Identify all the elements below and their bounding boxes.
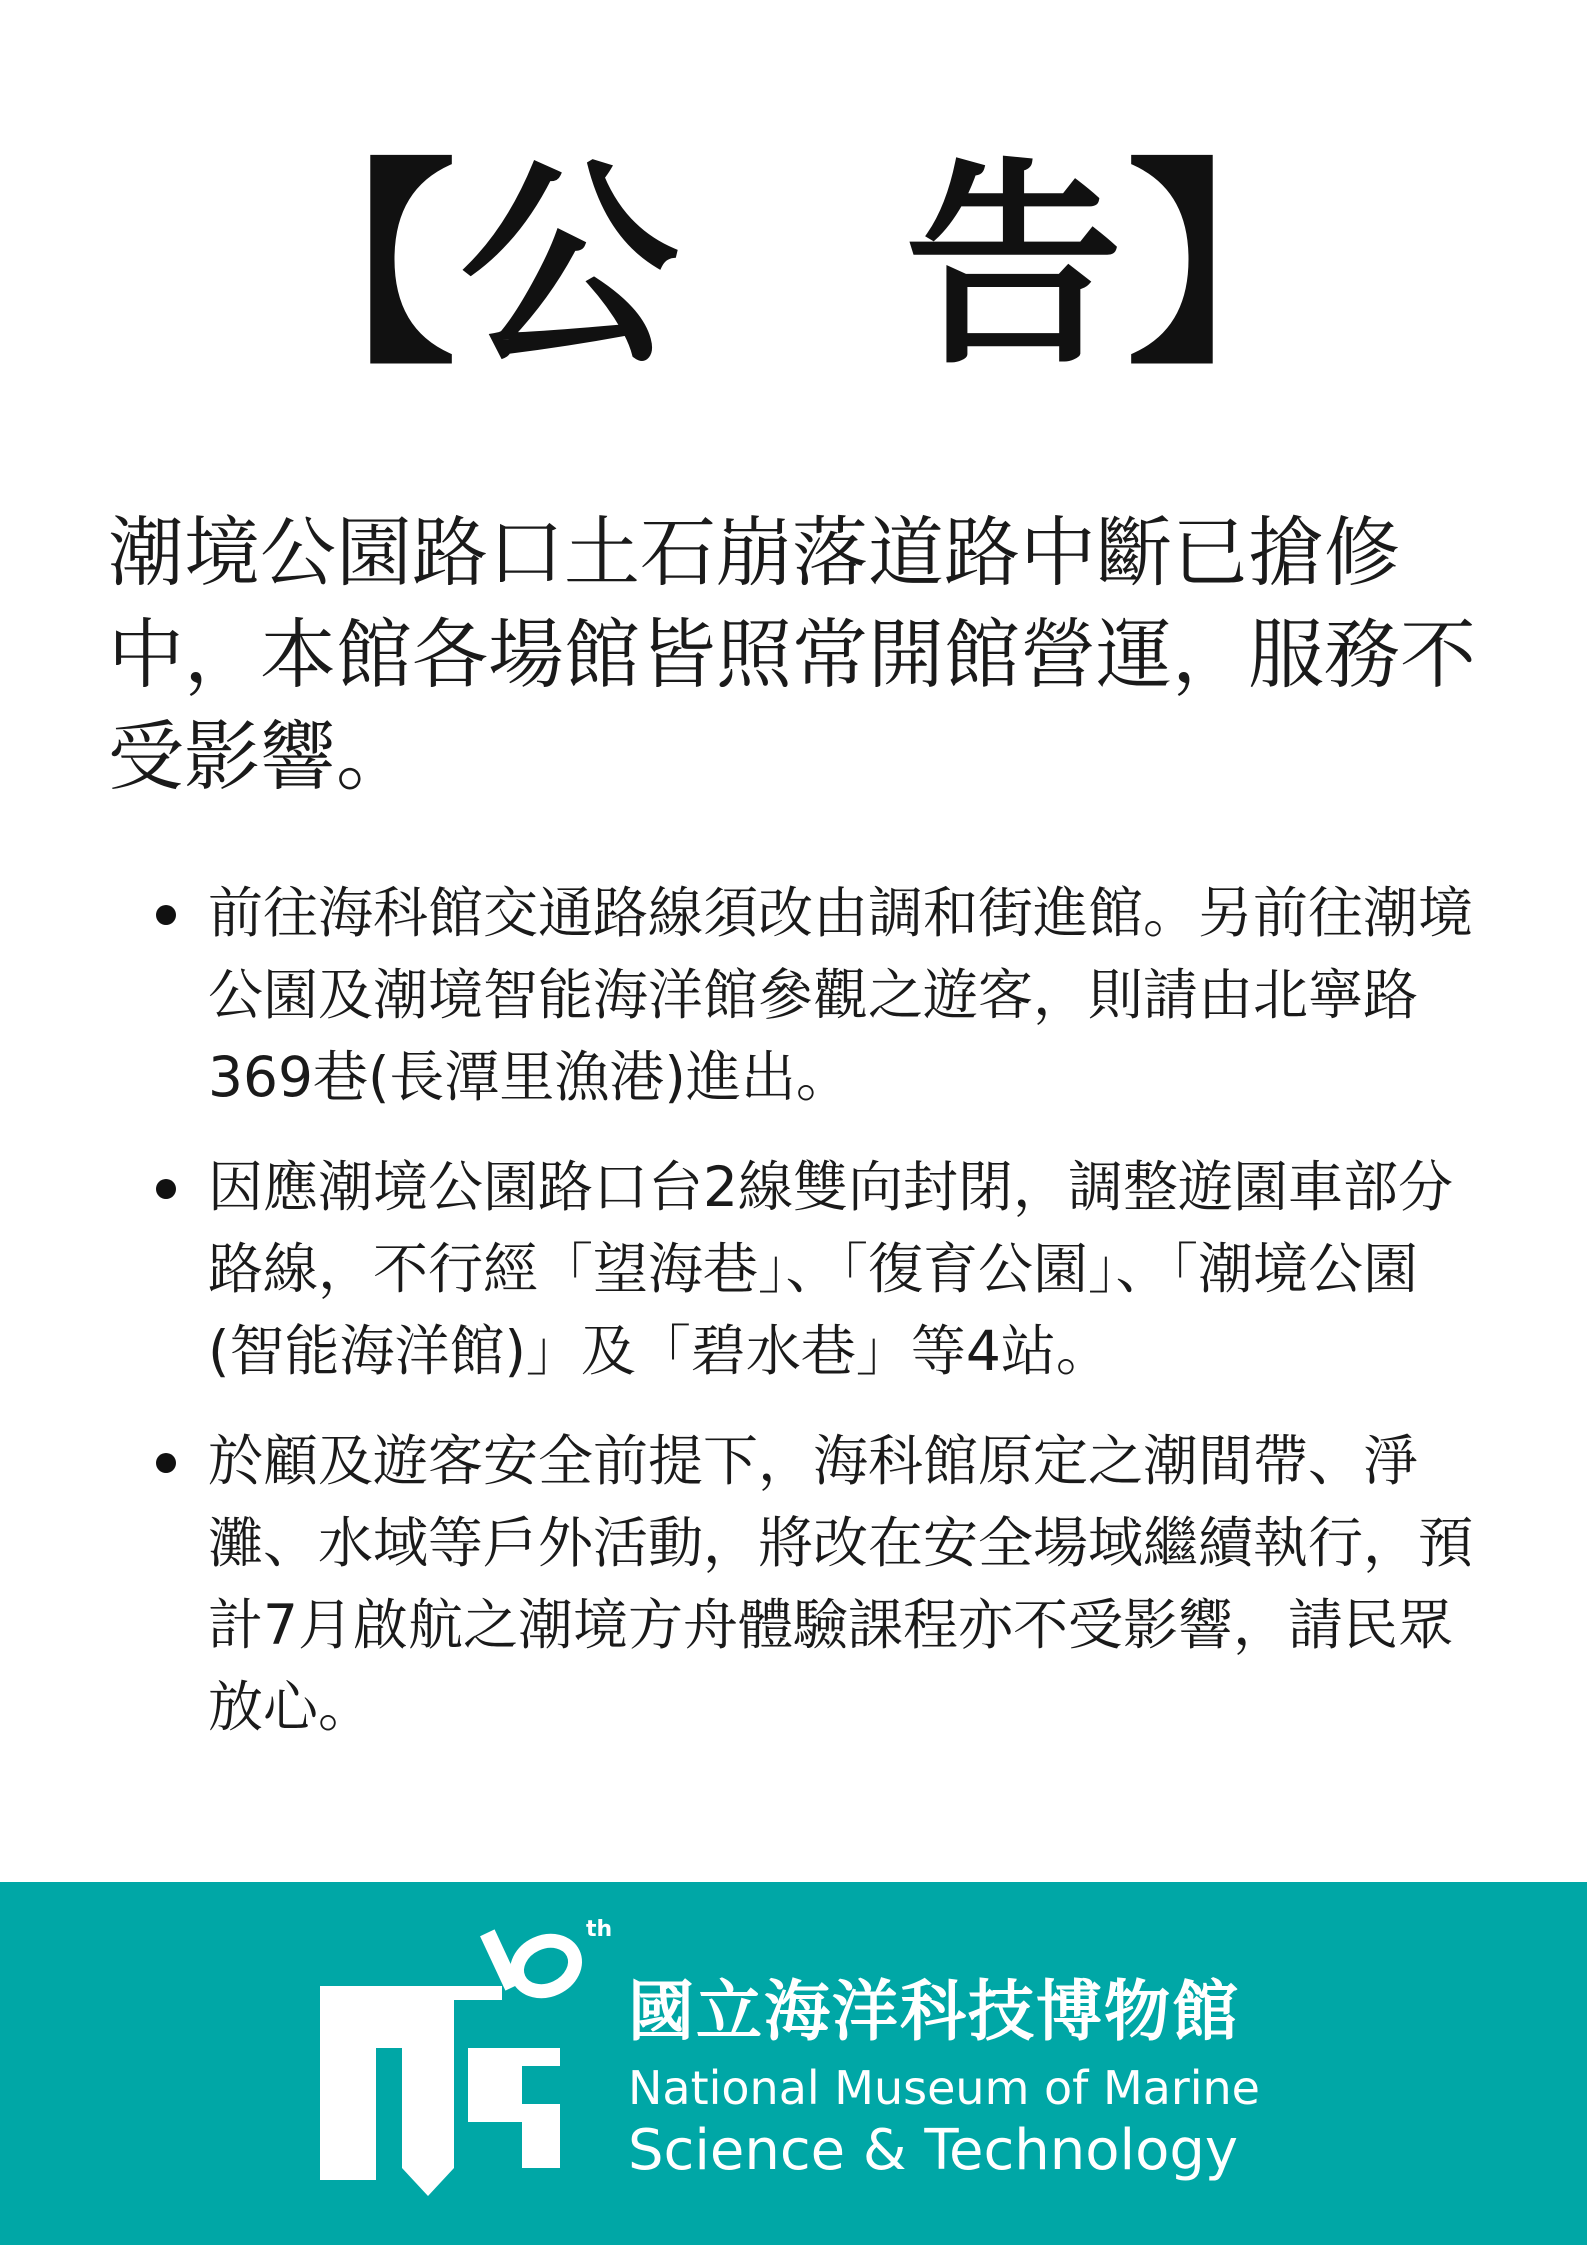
org-name-english-line1: National Museum of Marine (628, 2061, 1260, 2115)
logo-superscript: th (586, 1917, 613, 1942)
bullet-icon (156, 1179, 176, 1199)
bullet-text: 因應潮境公園路口台2線雙向封閉，調整遊園車部分路線，不行經「望海巷」、「復育公園」、「潮境公園(智能海洋館)」及「碧水巷」等4站。 (208, 1155, 1453, 1383)
list-item (0, 1420, 1587, 1748)
bullet-icon (156, 905, 176, 925)
org-name-chinese: 國立海洋科技博物館 (628, 1973, 1240, 2050)
page-title: 【公 告】 (238, 141, 1349, 394)
museum-logo-icon (316, 1917, 613, 2208)
notice-bullet-list (0, 872, 1587, 1776)
org-name-english-line2: Science & Technology (628, 2118, 1239, 2183)
notice-intro: 潮境公園路口土石崩落道路中斷已搶修中，本館各場館皆照常開館營運，服務不受影響。 (108, 508, 1476, 801)
list-item (0, 872, 1587, 1118)
list-item (0, 1146, 1587, 1392)
bullet-text: 於顧及遊客安全前提下，海科館原定之潮間帶、淨灘、水域等戶外活動，將改在安全場域繼續執行，預計7月啟航之潮境方舟體驗課程亦不受影響，請民眾放心。 (208, 1429, 1474, 1739)
bullet-text: 前往海科館交通路線須改由調和街進館。另前往潮境公園及潮境智能海洋館參觀之遊客，則請由北寧路369巷(長潭里漁港)進出。 (208, 881, 1474, 1109)
bullet-icon (156, 1453, 176, 1473)
